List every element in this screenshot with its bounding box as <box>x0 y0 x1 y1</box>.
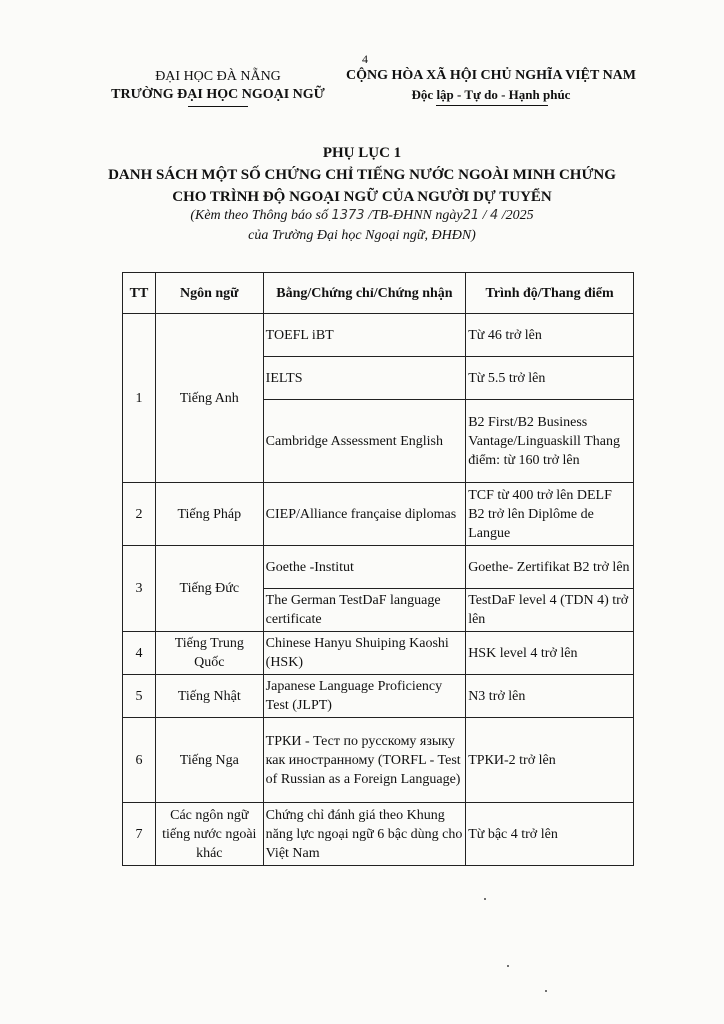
cert-name: Chứng chỉ đánh giá theo Khung năng lực ngoại ngữ 6 bậc dùng cho Việt Nam <box>263 803 466 866</box>
cert-name: Japanese Language Proficiency Test (JLPT) <box>263 675 466 718</box>
header-tt: TT <box>123 273 156 314</box>
row-language: Tiếng Anh <box>155 314 263 483</box>
handwritten-day: 21 <box>462 208 480 223</box>
cert-name: Chinese Hanyu Shuiping Kaoshi (HSK) <box>263 632 466 675</box>
header-left-underline <box>188 106 248 107</box>
header-language: Ngôn ngữ <box>155 273 263 314</box>
table-row <box>123 546 634 589</box>
header-left <box>88 68 348 104</box>
scan-speck <box>507 965 509 967</box>
row-language: Tiếng Pháp <box>155 483 263 546</box>
row-number: 1 <box>123 314 156 483</box>
row-language: Các ngôn ngữ tiếng nước ngoài khác <box>155 803 263 866</box>
table-row <box>123 803 634 866</box>
cert-level: B2 First/B2 Business Vantage/Linguaskill Thang điểm: từ 160 trở lên <box>466 400 634 483</box>
certificate-table <box>122 272 634 866</box>
row-language: Tiếng Nhật <box>155 675 263 718</box>
cert-level: Goethe- Zertifikat B2 trở lên <box>466 546 634 589</box>
parent-university: ĐẠI HỌC ĐÀ NẴNG <box>155 69 281 84</box>
row-number: 6 <box>123 718 156 803</box>
scan-speck <box>545 990 547 992</box>
table-row <box>123 632 634 675</box>
row-number: 2 <box>123 483 156 546</box>
document-title <box>90 142 634 208</box>
cert-level: N3 trở lên <box>466 675 634 718</box>
cert-name: Goethe -Institut <box>263 546 466 589</box>
cert-name: CIEP/Alliance française diplomas <box>263 483 466 546</box>
subtitle-line-1: (Kèm theo Thông báo số 1373 /TB-ĐHNN ngày21 / 4 /2025 <box>190 208 534 223</box>
title-line-2: DANH SÁCH MỘT SỐ CHỨNG CHỈ TIẾNG NƯỚC NGOÀI MINH CHỨNG <box>108 167 616 183</box>
cert-level: Từ bậc 4 trở lên <box>466 803 634 866</box>
header-certificate: Bằng/Chứng chỉ/Chứng nhận <box>263 273 466 314</box>
header-right-underline <box>436 105 548 106</box>
cert-name: TOEFL iBT <box>263 314 466 357</box>
page-number: 4 <box>362 52 368 66</box>
row-number: 7 <box>123 803 156 866</box>
handwritten-month: 4 <box>490 208 499 223</box>
cert-name: IELTS <box>263 357 466 400</box>
row-language: Tiếng Đức <box>155 546 263 632</box>
table-row <box>123 483 634 546</box>
header-level: Trình độ/Thang điểm <box>466 273 634 314</box>
scan-speck <box>484 898 486 900</box>
school-name: TRƯỜNG ĐẠI HỌC NGOẠI NGỮ <box>111 87 325 102</box>
cert-level: TCF từ 400 trở lên DELF B2 trở lên Diplôme de Langue <box>466 483 634 546</box>
document-subtitle <box>90 206 634 246</box>
cert-name: The German TestDaF language certificate <box>263 589 466 632</box>
subtitle-line-2: của Trường Đại học Ngoại ngữ, ĐHĐN) <box>248 228 476 243</box>
cert-level: ТРКИ-2 trở lên <box>466 718 634 803</box>
national-title: CỘNG HÒA XÃ HỘI CHỦ NGHĨA VIỆT NAM <box>345 68 636 83</box>
handwritten-number: 1373 <box>331 208 365 223</box>
appendix-label: PHỤ LỤC 1 <box>322 145 402 161</box>
national-motto: Độc lập - Tự do - Hạnh phúc <box>411 87 571 102</box>
cert-name: Cambridge Assessment English <box>263 400 466 483</box>
cert-name: ТРКИ - Тест по русскому языку как иностранному (TORFL - Test of Russian as a Foreign Language) <box>263 718 466 803</box>
table-row <box>123 718 634 803</box>
cert-level: Từ 46 trở lên <box>466 314 634 357</box>
row-number: 3 <box>123 546 156 632</box>
table-header-row <box>123 273 634 314</box>
cert-level: TestDaF level 4 (TDN 4) trở lên <box>466 589 634 632</box>
table-row <box>123 675 634 718</box>
row-number: 4 <box>123 632 156 675</box>
row-number: 5 <box>123 675 156 718</box>
header-right <box>336 66 646 104</box>
title-line-3: CHO TRÌNH ĐỘ NGOẠI NGỮ CỦA NGƯỜI DỰ TUYỂN <box>172 189 552 205</box>
row-language: Tiếng Trung Quốc <box>155 632 263 675</box>
row-language: Tiếng Nga <box>155 718 263 803</box>
cert-level: HSK level 4 trở lên <box>466 632 634 675</box>
cert-level: Từ 5.5 trở lên <box>466 357 634 400</box>
table-row <box>123 314 634 357</box>
